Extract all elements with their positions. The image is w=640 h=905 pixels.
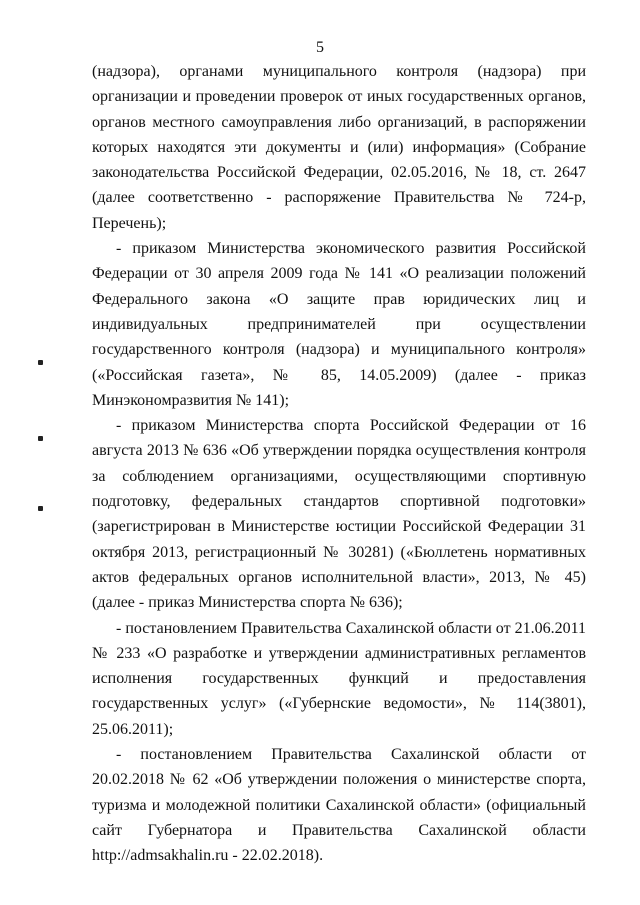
paragraph: - постановлением Правительства Сахалинской области от 20.02.2018 № 62 «Об утверждении положения о министерстве спорта, туризма и молодежной политики Сахалинской области» (официальный сайт Губернатора и Правительства Сахалинской области http://admsakhalin.ru - 22.02.2018). xyxy=(92,746,586,865)
paragraph: - приказом Министерства экономического развития Российской Федерации от 30 апреля 2009 года № 141 «О реализации положений Федерального закона «О защите прав юридических лиц и индивидуальных предпринимателей при осуществлении государственного контроля (надзора) и муниципального контроля» («Российская газета», № 85, 14.05.2009) (далее - приказ Минэкономразвития № 141); xyxy=(92,240,586,409)
document-body xyxy=(92,59,586,869)
paragraph: (надзора), органами муниципального контроля (надзора) при организации и проведении проверок от иных государственных органов, органов местного самоуправления либо организаций, в распоряжении которых находятся эти документы и (или) информация» (Собрание законодательства Российской Федерации, 02.05.2016, № 18, ст. 2647 (далее соответственно - распоряжение Правительства № 724-р, Перечень); xyxy=(92,63,586,232)
paragraph: - приказом Министерства спорта Российской Федерации от 16 августа 2013 № 636 «Об утверждении порядка осуществления контроля за соблюдением организациями, осуществляющими спортивную подготовку, федеральных стандартов спортивной подготовки» (зарегистрирован в Министерстве юстиции Российской Федерации 31 октября 2013, регистрационный № 30281) («Бюллетень нормативных актов федеральных органов исполнительной власти», 2013, № 45) (далее - приказ Министерства спорта № 636); xyxy=(92,417,586,612)
scan-mark xyxy=(38,436,43,441)
paragraph: - постановлением Правительства Сахалинской области от 21.06.2011 № 233 «О разработке и утверждении административных регламентов исполнения государственных функций и предоставления государственных услуг» («Губернские ведомости», № 114(3801), 25.06.2011); xyxy=(92,619,586,738)
scan-mark xyxy=(38,360,43,365)
page-number: 5 xyxy=(316,39,324,56)
scan-mark xyxy=(38,506,43,511)
